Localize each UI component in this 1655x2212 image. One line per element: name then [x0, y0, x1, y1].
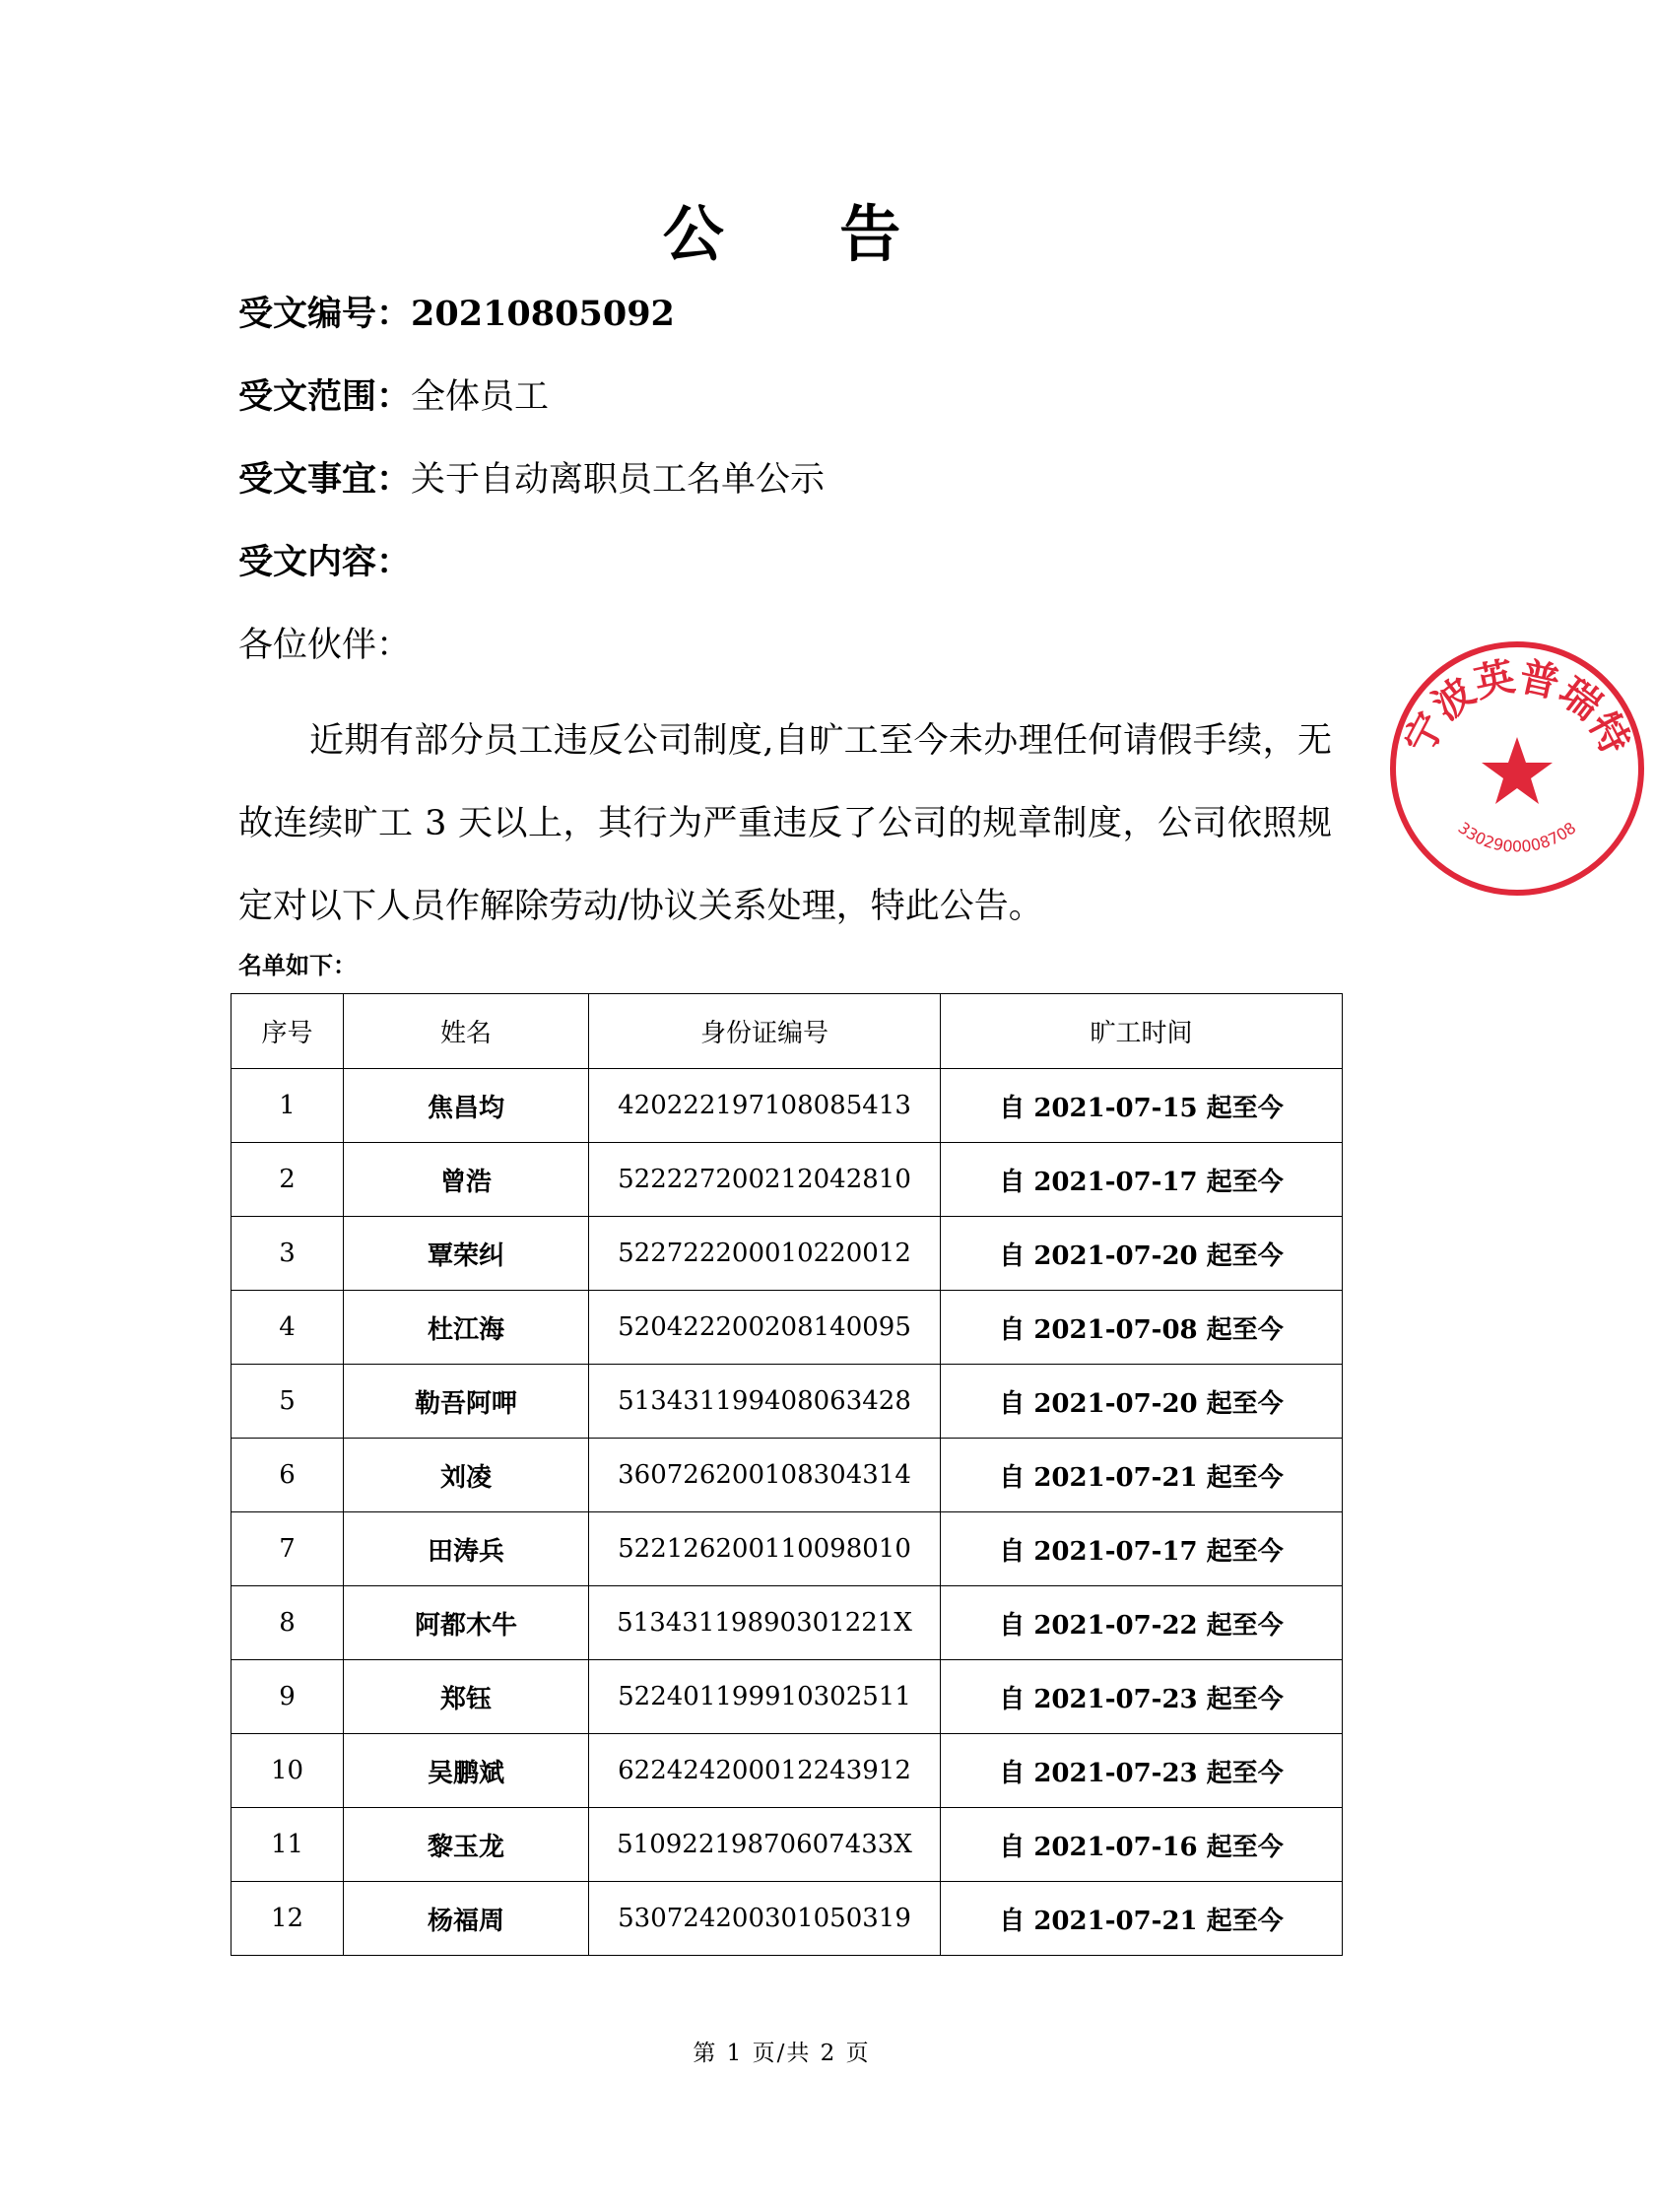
table-row [232, 1439, 1343, 1512]
row-name: 杜江海 [344, 1291, 589, 1365]
row-index: 4 [232, 1291, 344, 1365]
table-row [232, 1069, 1343, 1143]
table-row [232, 1143, 1343, 1217]
row-name: 杨福周 [344, 1882, 589, 1956]
table-row [232, 1808, 1343, 1882]
table-row [232, 1660, 1343, 1734]
scope-value: 全体员工 [411, 377, 550, 417]
row-absence-time: 自 2021-07-22 起至今 [941, 1586, 1343, 1660]
subject-value: 关于自动离职员工名单公示 [411, 460, 826, 500]
row-name: 黎玉龙 [344, 1808, 589, 1882]
row-index: 9 [232, 1660, 344, 1734]
greeting: 各位伙伴： [238, 626, 412, 665]
row-absence-time: 自 2021-07-15 起至今 [941, 1069, 1343, 1143]
row-id-number: 360726200108304314 [589, 1439, 941, 1512]
list-title: 名单如下： [238, 951, 357, 979]
row-id-number: 530724200301050319 [589, 1882, 941, 1956]
row-absence-time: 自 2021-07-23 起至今 [941, 1660, 1343, 1734]
table-row [232, 1734, 1343, 1808]
header-absence-time: 旷工时间 [941, 994, 1343, 1069]
row-absence-time: 自 2021-07-21 起至今 [941, 1439, 1343, 1512]
table-row [232, 1882, 1343, 1956]
row-id-number: 622424200012243912 [589, 1734, 941, 1808]
row-absence-time: 自 2021-07-17 起至今 [941, 1512, 1343, 1586]
table-row [232, 1512, 1343, 1586]
row-absence-time: 自 2021-07-16 起至今 [941, 1808, 1343, 1882]
row-id-number: 51092219870607433X [589, 1808, 941, 1882]
subject-label: 受文事宜： [238, 459, 412, 500]
row-index: 2 [232, 1143, 344, 1217]
table-header-row [232, 994, 1343, 1069]
table-row [232, 1365, 1343, 1439]
row-id-number: 522401199910302511 [589, 1660, 941, 1734]
row-name: 郑钰 [344, 1660, 589, 1734]
announcement-body: 近期有部分员工违反公司制度,自旷工至今未办理任何请假手续，无故连续旷工 3 天以上，其行为严重违反了公司的规章制度，公司依照规定对以下人员作解除劳动/协议关系处理，特此公告。 [238, 721, 1332, 926]
scope-label: 受文范围： [238, 376, 412, 417]
row-name: 田涛兵 [344, 1512, 589, 1586]
row-name: 阿都木牛 [344, 1586, 589, 1660]
row-absence-time: 自 2021-07-23 起至今 [941, 1734, 1343, 1808]
row-index: 7 [232, 1512, 344, 1586]
row-absence-time: 自 2021-07-08 起至今 [941, 1291, 1343, 1365]
row-index: 3 [232, 1217, 344, 1291]
row-id-number: 51343119890301221X [589, 1586, 941, 1660]
row-absence-time: 自 2021-07-20 起至今 [941, 1217, 1343, 1291]
row-id-number: 522722200010220012 [589, 1217, 941, 1291]
row-index: 8 [232, 1586, 344, 1660]
table-row [232, 1217, 1343, 1291]
scope-field [238, 372, 549, 422]
row-index: 12 [232, 1882, 344, 1956]
row-absence-time: 自 2021-07-17 起至今 [941, 1143, 1343, 1217]
row-id-number: 522227200212042810 [589, 1143, 941, 1217]
row-name: 吴鹏斌 [344, 1734, 589, 1808]
row-absence-time: 自 2021-07-20 起至今 [941, 1365, 1343, 1439]
row-index: 6 [232, 1439, 344, 1512]
content-field [238, 538, 411, 587]
row-index: 11 [232, 1808, 344, 1882]
header-index: 序号 [232, 994, 344, 1069]
row-name: 刘凌 [344, 1439, 589, 1512]
doc-number-value: 20210805092 [411, 294, 675, 334]
row-index: 5 [232, 1365, 344, 1439]
page-title: 公 告 [662, 198, 949, 270]
row-index: 10 [232, 1734, 344, 1808]
row-id-number: 513431199408063428 [589, 1365, 941, 1439]
row-index: 1 [232, 1069, 344, 1143]
row-name: 覃荣纠 [344, 1217, 589, 1291]
page-footer: 第 1 页/共 2 页 [693, 2041, 871, 2066]
svg-text:3302900008708 [1455, 818, 1580, 855]
company-seal [1379, 631, 1655, 906]
row-id-number: 522126200110098010 [589, 1512, 941, 1586]
row-id-number: 520422200208140095 [589, 1291, 941, 1365]
seal-text: 宁波英普瑞特 [1396, 653, 1638, 762]
header-id-number: 身份证编号 [589, 994, 941, 1069]
row-name: 曾浩 [344, 1143, 589, 1217]
row-name: 勒吾阿呷 [344, 1365, 589, 1439]
row-absence-time: 自 2021-07-21 起至今 [941, 1882, 1343, 1956]
doc-number-label: 受文编号： [238, 294, 412, 334]
table-body [232, 1069, 1343, 1956]
row-name: 焦昌均 [344, 1069, 589, 1143]
star-icon [1482, 737, 1553, 804]
seal-code: 3302900008708 [1454, 818, 1580, 856]
row-id-number: 420222197108085413 [589, 1069, 941, 1143]
subject-field [238, 455, 825, 504]
content-label: 受文内容： [238, 542, 412, 582]
doc-number-field [238, 290, 675, 339]
table-row [232, 1586, 1343, 1660]
dismissal-table [231, 993, 1343, 1956]
table-row [232, 1291, 1343, 1365]
header-name: 姓名 [344, 994, 589, 1069]
